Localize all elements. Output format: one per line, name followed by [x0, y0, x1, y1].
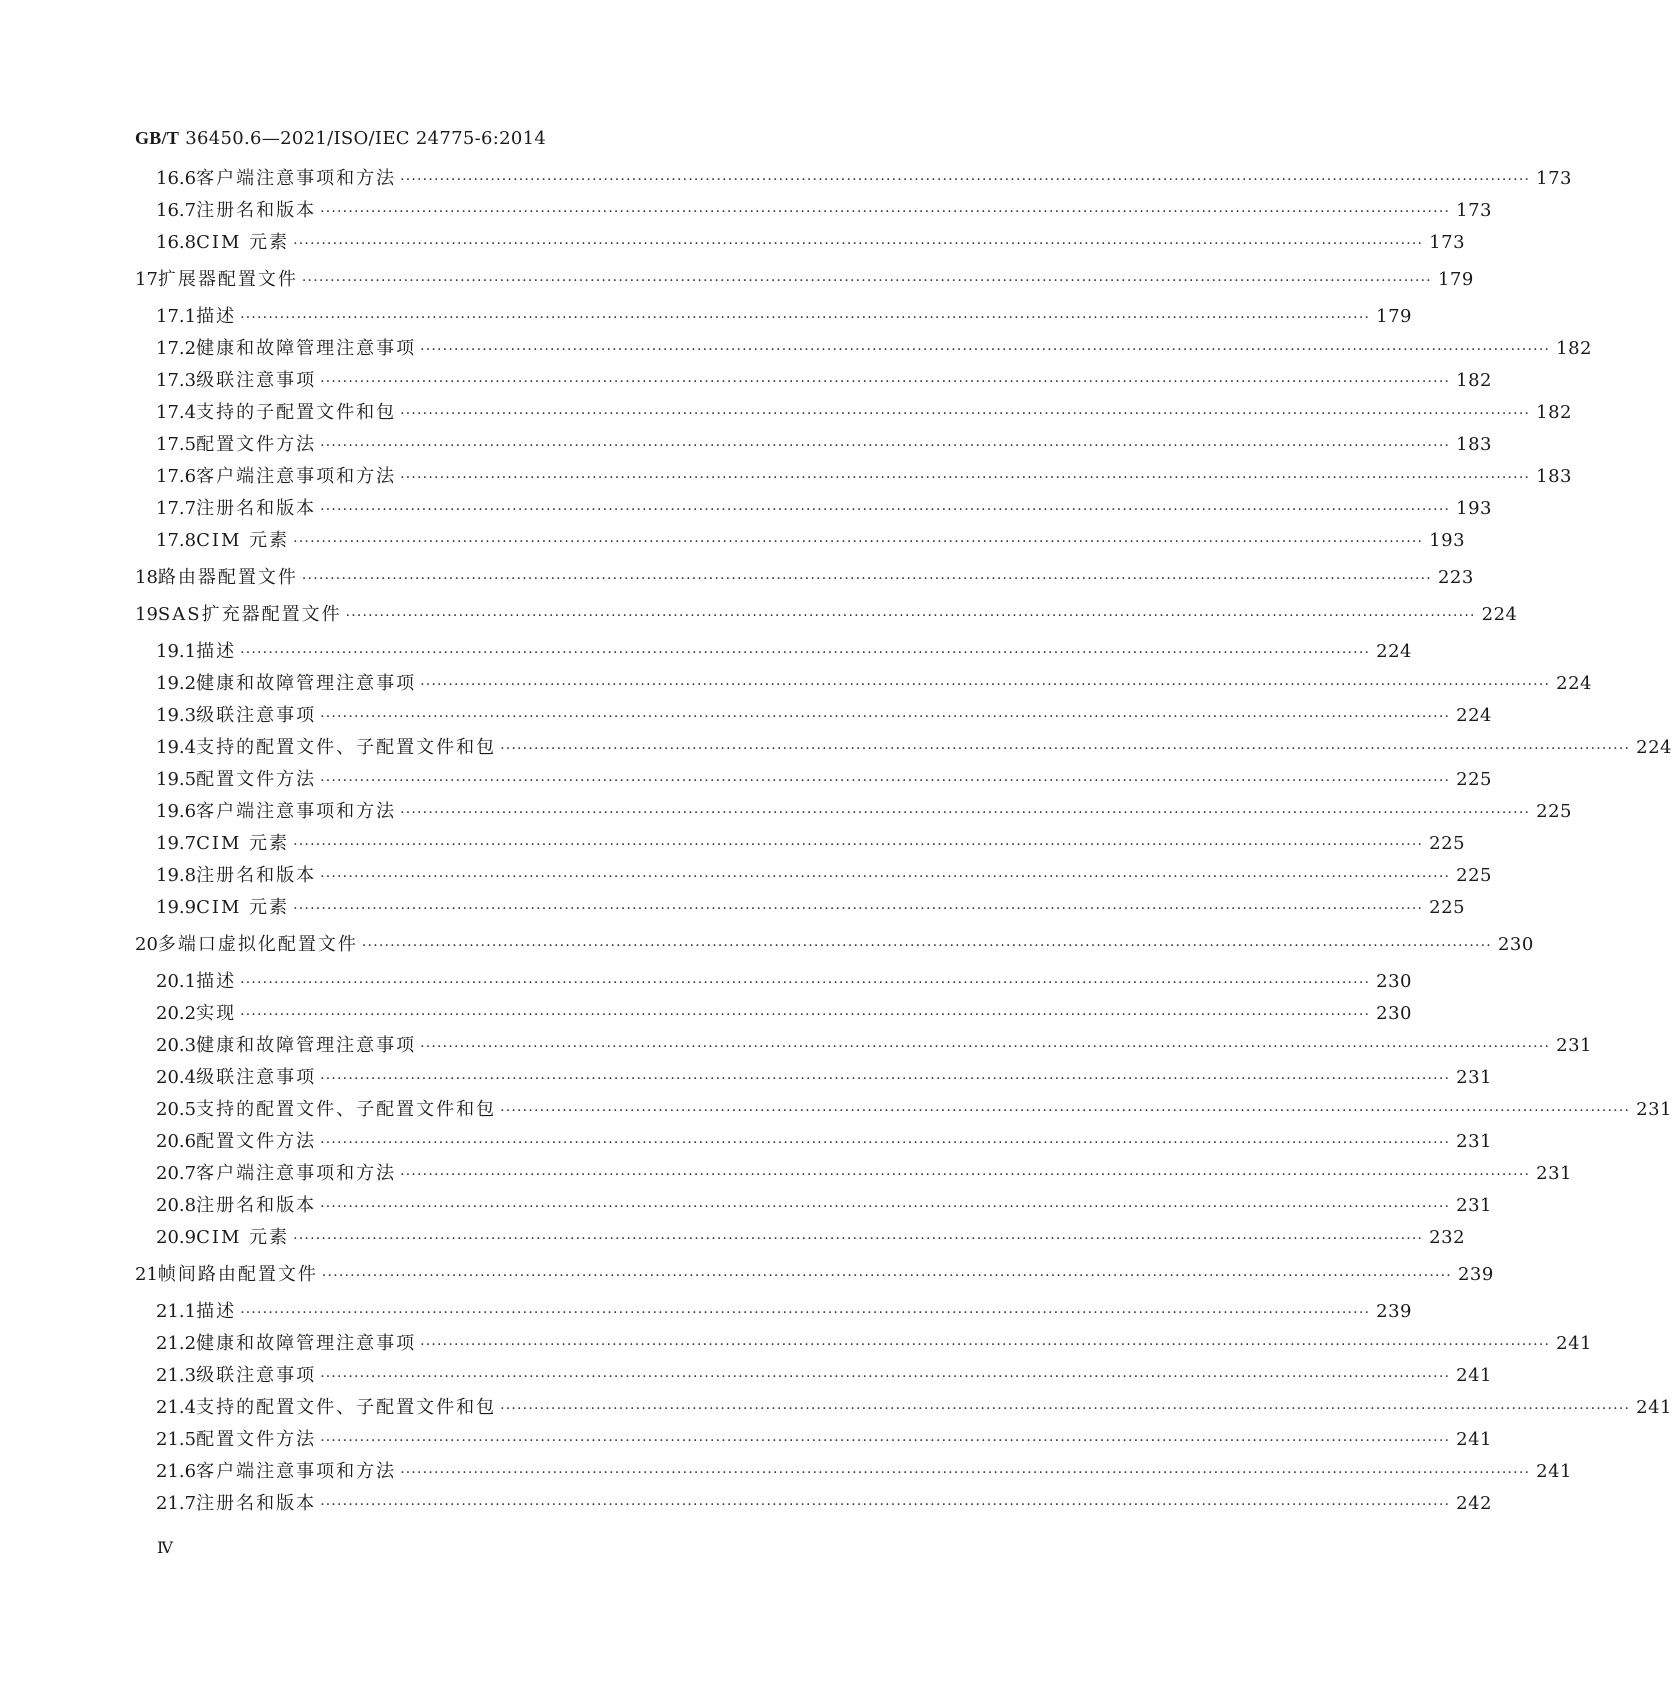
toc-leader-dots: ········································································································································································································: [301, 571, 1432, 587]
toc-section[interactable]: [156, 462, 1572, 487]
toc-leader-dots: ········································································································································································································: [420, 1337, 1551, 1353]
toc-title: 支持的配置文件、子配置文件和包: [196, 737, 497, 758]
toc-section[interactable]: [156, 1425, 1492, 1450]
toc-page-number: 182: [1556, 338, 1592, 359]
toc-number: 21.1: [156, 1301, 197, 1322]
toc-number: 19.8: [156, 865, 197, 886]
toc-title: 注册名和版本: [196, 498, 317, 519]
toc-number: 20.9: [156, 1227, 197, 1248]
toc-title: 客户端注意事项和方法: [196, 1461, 397, 1482]
toc-leader-dots: ········································································································································································································: [320, 204, 1451, 220]
toc-leader-dots: ········································································································································································································: [345, 608, 1476, 624]
toc-section[interactable]: [156, 366, 1492, 391]
toc-leader-dots: ········································································································································································································: [320, 773, 1451, 789]
toc-title: CIM 元素: [196, 833, 290, 854]
toc-page-number: 242: [1456, 1493, 1492, 1514]
standard-number: 36450.6—2021/ISO/IEC 24775-6:2014: [179, 128, 547, 149]
toc-chapter[interactable]: [135, 563, 1474, 588]
toc-page-number: 193: [1456, 498, 1492, 519]
toc-title: 帧间路由配置文件: [157, 1264, 318, 1285]
toc-section[interactable]: [156, 228, 1466, 253]
toc-leader-dots: ········································································································································································································: [420, 677, 1551, 693]
toc-number: 19: [135, 604, 158, 625]
toc-number: 16.7: [156, 200, 197, 221]
toc-number: 19.7: [156, 833, 197, 854]
toc-title: CIM 元素: [196, 897, 290, 918]
toc-page-number: 231: [1456, 1195, 1492, 1216]
toc-number: 18: [135, 567, 158, 588]
toc-chapter[interactable]: [135, 265, 1474, 290]
toc-number: 16.6: [156, 168, 197, 189]
toc-number: 21: [135, 1264, 158, 1285]
toc-title: CIM 元素: [196, 530, 290, 551]
toc-number: 17.2: [156, 338, 197, 359]
toc-leader-dots: ········································································································································································································: [293, 901, 1424, 917]
toc-leader-dots: ········································································································································································································: [420, 1039, 1551, 1055]
toc-page-number: 241: [1556, 1333, 1592, 1354]
toc-section[interactable]: [156, 1127, 1492, 1152]
toc-number: 19.3: [156, 705, 197, 726]
toc-chapter[interactable]: [135, 600, 1518, 625]
toc-page-number: 173: [1429, 232, 1466, 253]
toc-leader-dots: ········································································································································································································: [320, 1071, 1451, 1087]
toc-section[interactable]: [156, 1063, 1492, 1088]
toc-leader-dots: ········································································································································································································: [320, 1135, 1451, 1151]
toc-page-number: 241: [1536, 1461, 1572, 1482]
toc-page-number: 225: [1456, 865, 1492, 886]
toc-leader-dots: ········································································································································································································: [293, 837, 1424, 853]
toc-page-number: 224: [1556, 673, 1592, 694]
toc-section[interactable]: [156, 967, 1412, 992]
toc-number: 19.9: [156, 897, 197, 918]
toc-leader-dots: ········································································································································································································: [320, 1369, 1451, 1385]
toc-section[interactable]: [156, 999, 1412, 1024]
standard-prefix: GB/T: [135, 128, 180, 148]
toc-page-number: 230: [1497, 934, 1534, 955]
toc-section[interactable]: [156, 302, 1412, 327]
toc-leader-dots: ········································································································································································································: [240, 1305, 1371, 1321]
toc-number: 20.8: [156, 1195, 197, 1216]
toc-page-number: 225: [1429, 897, 1466, 918]
toc-number: 17.3: [156, 370, 197, 391]
toc-section[interactable]: [156, 398, 1572, 423]
toc-number: 21.6: [156, 1461, 197, 1482]
toc-leader-dots: ········································································································································································································: [400, 172, 1531, 188]
toc-title: 客户端注意事项和方法: [196, 1163, 397, 1184]
toc-number: 19.1: [156, 641, 197, 662]
toc-number: 21.5: [156, 1429, 197, 1450]
toc-page-number: 225: [1429, 833, 1466, 854]
toc-title: 配置文件方法: [196, 769, 317, 790]
toc-title: SAS扩充器配置文件: [157, 604, 342, 625]
toc-section[interactable]: [156, 1223, 1466, 1248]
toc-number: 17.8: [156, 530, 197, 551]
toc-leader-dots: ········································································································································································································: [400, 805, 1531, 821]
toc-section[interactable]: [156, 893, 1466, 918]
toc-title: 注册名和版本: [196, 865, 317, 886]
toc-page-number: 231: [1556, 1035, 1592, 1056]
toc-title: 注册名和版本: [196, 200, 317, 221]
toc-page-number: 224: [1456, 705, 1492, 726]
toc-title: 配置文件方法: [196, 1429, 317, 1450]
toc-number: 16.8: [156, 232, 197, 253]
toc-leader-dots: ········································································································································································································: [320, 374, 1451, 390]
toc-number: 17.5: [156, 434, 197, 455]
toc-title: 注册名和版本: [196, 1195, 317, 1216]
toc-page-number: 224: [1481, 604, 1518, 625]
toc-section[interactable]: [156, 1095, 1672, 1120]
toc-leader-dots: ········································································································································································································: [320, 869, 1451, 885]
toc-number: 17.4: [156, 402, 197, 423]
toc-section[interactable]: [156, 797, 1572, 822]
toc-leader-dots: ········································································································································································································: [240, 645, 1371, 661]
toc-title: 配置文件方法: [196, 434, 317, 455]
toc-number: 21.2: [156, 1333, 197, 1354]
toc-page-number: 239: [1376, 1301, 1412, 1322]
toc-page-number: 173: [1536, 168, 1572, 189]
toc-title: 描述: [196, 641, 237, 662]
toc-title: CIM 元素: [196, 232, 290, 253]
toc-title: 级联注意事项: [196, 1067, 317, 1088]
toc-leader-dots: ········································································································································································································: [361, 938, 1492, 954]
toc-page-number: 231: [1456, 1067, 1492, 1088]
toc-number: 20: [135, 934, 158, 955]
toc-chapter[interactable]: [135, 1260, 1494, 1285]
toc-leader-dots: ········································································································································································································: [293, 534, 1424, 550]
toc-number: 21.3: [156, 1365, 197, 1386]
toc-leader-dots: ········································································································································································································: [400, 406, 1531, 422]
toc-page-number: 232: [1429, 1227, 1466, 1248]
toc-leader-dots: ········································································································································································································: [301, 273, 1432, 289]
toc-section[interactable]: [156, 733, 1672, 758]
toc-page-number: 193: [1429, 530, 1466, 551]
toc-section[interactable]: [156, 1297, 1412, 1322]
toc-leader-dots: ········································································································································································································: [400, 470, 1531, 486]
toc-number: 19.4: [156, 737, 197, 758]
toc-page-number: 239: [1457, 1264, 1494, 1285]
toc-title: 路由器配置文件: [157, 567, 298, 588]
toc-title: 健康和故障管理注意事项: [196, 1035, 417, 1056]
toc-leader-dots: ········································································································································································································: [400, 1465, 1531, 1481]
toc-page-number: 182: [1536, 402, 1572, 423]
toc-number: 19.5: [156, 769, 197, 790]
toc-title: 扩展器配置文件: [157, 269, 298, 290]
toc-leader-dots: ········································································································································································································: [320, 438, 1451, 454]
toc-number: 21.4: [156, 1397, 197, 1418]
toc-page-number: 179: [1437, 269, 1474, 290]
toc-title: 描述: [196, 971, 237, 992]
toc-page-number: 224: [1376, 641, 1412, 662]
toc-leader-dots: ········································································································································································································: [420, 342, 1551, 358]
toc-page-number: 179: [1376, 306, 1412, 327]
toc-leader-dots: ········································································································································································································: [320, 1199, 1451, 1215]
toc-title: 注册名和版本: [196, 1493, 317, 1514]
toc-section[interactable]: [156, 637, 1412, 662]
toc-title: 级联注意事项: [196, 705, 317, 726]
toc-title: 客户端注意事项和方法: [196, 801, 397, 822]
toc-page-number: 173: [1456, 200, 1492, 221]
toc-section[interactable]: [156, 861, 1492, 886]
toc-number: 19.2: [156, 673, 197, 694]
toc-page-number: 230: [1376, 971, 1412, 992]
toc-page-number: 224: [1636, 737, 1672, 758]
toc-section[interactable]: [156, 669, 1592, 694]
toc-page-number: 223: [1437, 567, 1474, 588]
toc-section[interactable]: [156, 196, 1492, 221]
toc-leader-dots: ········································································································································································································: [293, 1231, 1424, 1247]
toc-title: 多端口虚拟化配置文件: [157, 934, 358, 955]
toc-number: 20.4: [156, 1067, 197, 1088]
toc-leader-dots: ········································································································································································································: [320, 1497, 1451, 1513]
toc-title: 实现: [196, 1003, 237, 1024]
toc-number: 20.6: [156, 1131, 197, 1152]
toc-section[interactable]: [156, 1159, 1572, 1184]
toc-title: 健康和故障管理注意事项: [196, 673, 417, 694]
toc-page-number: 182: [1456, 370, 1492, 391]
toc-leader-dots: ········································································································································································································: [320, 1433, 1451, 1449]
toc-number: 21.7: [156, 1493, 197, 1514]
toc-number: 20.2: [156, 1003, 197, 1024]
toc-number: 17: [135, 269, 158, 290]
toc-number: 20.1: [156, 971, 197, 992]
toc-number: 20.5: [156, 1099, 197, 1120]
toc-section[interactable]: [156, 494, 1492, 519]
toc-title: 支持的子配置文件和包: [196, 402, 397, 423]
toc-leader-dots: ········································································································································································································: [320, 709, 1451, 725]
toc-section[interactable]: [156, 1361, 1492, 1386]
toc-title: 客户端注意事项和方法: [196, 466, 397, 487]
toc-section[interactable]: [156, 1393, 1672, 1418]
toc-number: 17.7: [156, 498, 197, 519]
toc-title: 健康和故障管理注意事项: [196, 338, 417, 359]
toc-section[interactable]: [156, 765, 1492, 790]
toc-section[interactable]: [156, 334, 1592, 359]
toc-leader-dots: ········································································································································································································: [320, 502, 1451, 518]
toc-section[interactable]: [156, 430, 1492, 455]
toc-leader-dots: ········································································································································································································: [240, 975, 1371, 991]
toc-page-number: 231: [1456, 1131, 1492, 1152]
toc-leader-dots: ········································································································································································································: [293, 236, 1424, 252]
toc-page-number: 230: [1376, 1003, 1412, 1024]
toc-section[interactable]: [156, 164, 1572, 189]
toc-leader-dots: ········································································································································································································: [500, 1401, 1631, 1417]
toc-title: 客户端注意事项和方法: [196, 168, 397, 189]
toc-page-number: 183: [1456, 434, 1492, 455]
toc-number: 17.1: [156, 306, 197, 327]
toc-title: 支持的配置文件、子配置文件和包: [196, 1099, 497, 1120]
toc-page-number: 225: [1456, 769, 1492, 790]
toc-title: CIM 元素: [196, 1227, 290, 1248]
toc-page-number: 231: [1636, 1099, 1672, 1120]
toc-section[interactable]: [156, 1489, 1492, 1514]
toc-page-number: 225: [1536, 801, 1572, 822]
toc-leader-dots: ········································································································································································································: [500, 741, 1631, 757]
toc-section[interactable]: [156, 1329, 1592, 1354]
toc-title: 描述: [196, 1301, 237, 1322]
toc-section[interactable]: [156, 829, 1466, 854]
toc-page-number: 241: [1636, 1397, 1672, 1418]
toc-section[interactable]: [156, 1031, 1592, 1056]
toc-chapter[interactable]: [135, 930, 1534, 955]
toc-number: 20.7: [156, 1163, 197, 1184]
toc-leader-dots: ········································································································································································································: [240, 1007, 1371, 1023]
toc-section[interactable]: [156, 526, 1466, 551]
toc-page-number: 241: [1456, 1429, 1492, 1450]
toc-section[interactable]: [156, 1191, 1492, 1216]
toc-title: 支持的配置文件、子配置文件和包: [196, 1397, 497, 1418]
toc-page-number: 183: [1536, 466, 1572, 487]
toc-section[interactable]: [156, 701, 1492, 726]
page-number: Ⅳ: [157, 1540, 173, 1557]
toc-leader-dots: ········································································································································································································: [240, 310, 1371, 326]
toc-page-number: 241: [1456, 1365, 1492, 1386]
toc-title: 级联注意事项: [196, 1365, 317, 1386]
toc-leader-dots: ········································································································································································································: [321, 1268, 1452, 1284]
toc-title: 配置文件方法: [196, 1131, 317, 1152]
toc-section[interactable]: [156, 1457, 1572, 1482]
toc-title: 级联注意事项: [196, 370, 317, 391]
toc-page-number: 231: [1536, 1163, 1572, 1184]
toc-number: 20.3: [156, 1035, 197, 1056]
toc-leader-dots: ········································································································································································································: [400, 1167, 1531, 1183]
toc-title: 健康和故障管理注意事项: [196, 1333, 417, 1354]
toc-title: 描述: [196, 306, 237, 327]
toc-leader-dots: ········································································································································································································: [500, 1103, 1631, 1119]
toc-number: 17.6: [156, 466, 197, 487]
toc-number: 19.6: [156, 801, 197, 822]
